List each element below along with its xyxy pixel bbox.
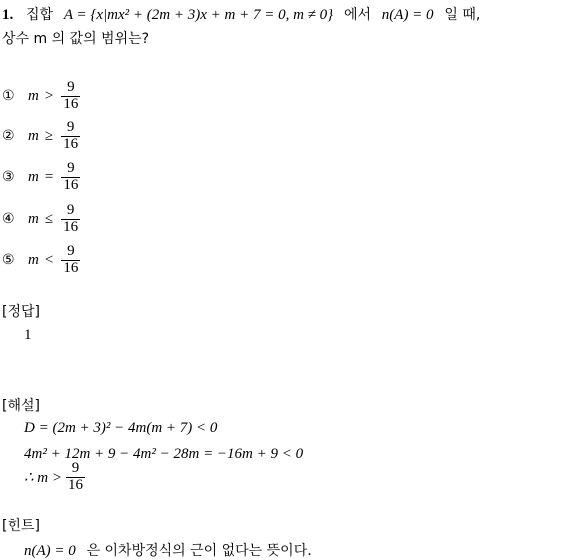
explanation-line-3 xyxy=(24,461,85,494)
problem-text-middle: 에서 xyxy=(343,7,371,23)
fraction: $\frac{9}{16}$ xyxy=(63,79,79,112)
problem-text-before: 집합 xyxy=(26,7,54,23)
set-expression: A = {x|mx² + (2m + 3)x + m + 7 = 0, m ≠ 0} xyxy=(63,7,334,23)
conclusion-prefix: ∴ m > xyxy=(24,469,62,486)
problem-line-1 xyxy=(2,4,480,24)
choice-mark: ③ xyxy=(2,169,15,186)
explanation-line-2: 4m² + 12m + 9 − 4m² − 28m = −16m + 9 < 0 xyxy=(24,446,304,462)
hint-math: n(A) = 0 xyxy=(24,543,76,559)
problem-line-2: 상수 m 의 값의 범위는? xyxy=(2,31,150,47)
hint-text: 은 이차방정식의 근이 없다는 뜻이다. xyxy=(86,543,312,559)
fraction: $\frac{9}{16}$ xyxy=(63,119,79,152)
fraction: $\frac{9}{16}$ xyxy=(68,460,83,493)
explanation-heading: [해설] xyxy=(2,398,40,414)
fraction: $\frac{9}{16}$ xyxy=(63,202,79,235)
choice-mark: ④ xyxy=(2,211,15,228)
hint-heading: [힌트] xyxy=(2,518,40,534)
fraction: $\frac{9}{16}$ xyxy=(63,243,79,276)
answer-heading: [정답] xyxy=(2,304,40,320)
choice-4[interactable]: ④ m ≤ $\frac{9}{16}$ xyxy=(2,202,79,235)
choice-2[interactable]: ② m ≥ $\frac{9}{16}$ xyxy=(2,119,79,152)
choice-5[interactable]: ⑤ m < $\frac{9}{16}$ xyxy=(2,243,79,276)
choice-mark: ① xyxy=(2,88,15,105)
choice-mark: ⑤ xyxy=(2,252,15,269)
choice-3[interactable]: ③ m = $\frac{9}{16}$ xyxy=(2,160,79,193)
choice-mark: ② xyxy=(2,128,15,145)
explanation-line-1: D = (2m + 3)² − 4m(m + 7) < 0 xyxy=(24,420,218,436)
problem-text-after: 일 때, xyxy=(444,7,481,23)
fraction: $\frac{9}{16}$ xyxy=(63,160,79,193)
problem-number: 1. xyxy=(2,7,14,23)
choice-1[interactable]: ① m > $\frac{9}{16}$ xyxy=(2,79,79,112)
condition-expression: n(A) = 0 xyxy=(381,7,434,23)
answer-value: 1 xyxy=(24,327,32,343)
hint-line xyxy=(24,540,312,560)
